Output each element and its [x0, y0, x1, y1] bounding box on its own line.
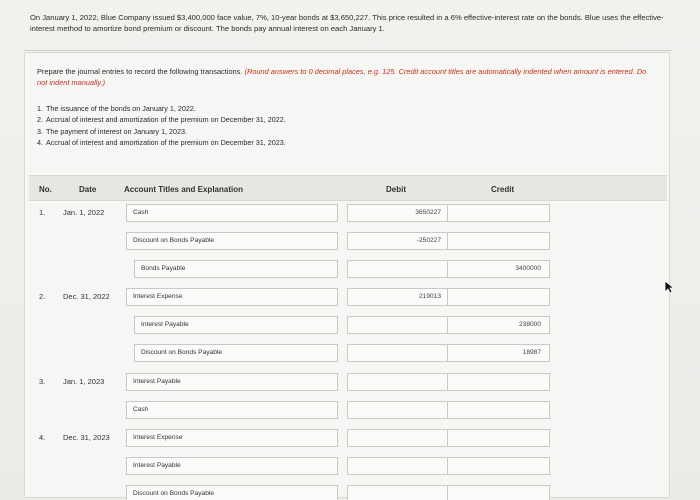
entry-date: Jan. 1, 2023 [63, 377, 105, 386]
task-item: 2. Accrual of interest and amortization of the premium on December 31, 2022. [37, 115, 286, 125]
debit-input[interactable]: 219013 [347, 288, 450, 306]
account-title-input[interactable]: Discount on Bonds Payable [126, 232, 338, 250]
header-no: No. [39, 185, 52, 194]
mouse-cursor-icon [664, 280, 674, 294]
account-title-input[interactable]: Interest Payable [126, 373, 338, 391]
entry-number: 3. [39, 377, 46, 386]
task-item: 4. Accrual of interest and amortization of the premium on December 31, 2023. [37, 137, 286, 147]
table-header [29, 175, 667, 201]
account-title-input[interactable]: Cash [126, 204, 338, 222]
entry-date: Jan. 1, 2022 [63, 208, 105, 217]
task-list [37, 103, 537, 148]
debit-input[interactable] [347, 344, 450, 362]
problem-statement: On January 1, 2022, Blue Company issued $3,400,000 face value, 7%, 10-year bonds at $3,650,227. This price resulted in a 6% effective-interest rate on the bonds. Blue uses the effective-interest method to amortize bond premium or discount. The bonds pay annual interest on each January 1. [30, 13, 664, 33]
account-title-input[interactable]: Discount on Bonds Payable [134, 344, 338, 362]
task-item: 1. The issuance of the bonds on January 1, 2022. [37, 104, 196, 113]
account-title-input[interactable]: Interest Expense [126, 288, 338, 306]
credit-input[interactable]: 238000 [447, 316, 550, 334]
credit-input[interactable] [447, 373, 550, 391]
entry-number: 4. [39, 433, 46, 442]
credit-input[interactable] [447, 204, 550, 222]
instructions-note: (Round answers to 0 decimal places, e.g. 125. Credit account titles are automatically indented when amount is entered. Do not indent manually.) [37, 67, 647, 87]
question-card [24, 52, 670, 498]
debit-input[interactable] [347, 485, 450, 500]
account-title-input[interactable]: Bonds Payable [134, 260, 338, 278]
debit-input[interactable] [347, 401, 450, 419]
account-title-input[interactable]: Interest Expense [126, 429, 338, 447]
entry-number: 1. [39, 208, 46, 217]
entry-date: Dec. 31, 2023 [63, 433, 110, 442]
entry-number: 2. [39, 292, 46, 301]
debit-input[interactable] [347, 429, 450, 447]
account-title-input[interactable]: Interest Payable [134, 316, 338, 334]
credit-input[interactable] [447, 232, 550, 250]
debit-input[interactable] [347, 457, 450, 475]
credit-input[interactable] [447, 288, 550, 306]
account-title-input[interactable]: Interest Payable [126, 457, 338, 475]
credit-input[interactable] [447, 401, 550, 419]
debit-input[interactable]: 3650227 [347, 204, 450, 222]
debit-input[interactable] [347, 373, 450, 391]
credit-input[interactable] [447, 485, 550, 500]
credit-input[interactable] [447, 429, 550, 447]
instructions [37, 67, 657, 88]
header-credit: Credit [491, 185, 515, 194]
instructions-lead: Prepare the journal entries to record the following transactions. [37, 67, 243, 76]
debit-input[interactable]: -250227 [347, 232, 450, 250]
header-account: Account Titles and Explanation [124, 185, 243, 194]
debit-input[interactable] [347, 316, 450, 334]
task-item: 3. The payment of interest on January 1, 2023. [37, 126, 188, 136]
header-debit: Debit [386, 185, 406, 194]
account-title-input[interactable]: Cash [126, 401, 338, 419]
header-date: Date [79, 185, 97, 194]
entry-date: Dec. 31, 2022 [63, 292, 110, 301]
credit-input[interactable]: 3400000 [447, 260, 550, 278]
debit-input[interactable] [347, 260, 450, 278]
credit-input[interactable]: 18987 [447, 344, 550, 362]
credit-input[interactable] [447, 457, 550, 475]
divider [24, 50, 672, 51]
account-title-input[interactable]: Discount on Bonds Payable [126, 485, 338, 500]
